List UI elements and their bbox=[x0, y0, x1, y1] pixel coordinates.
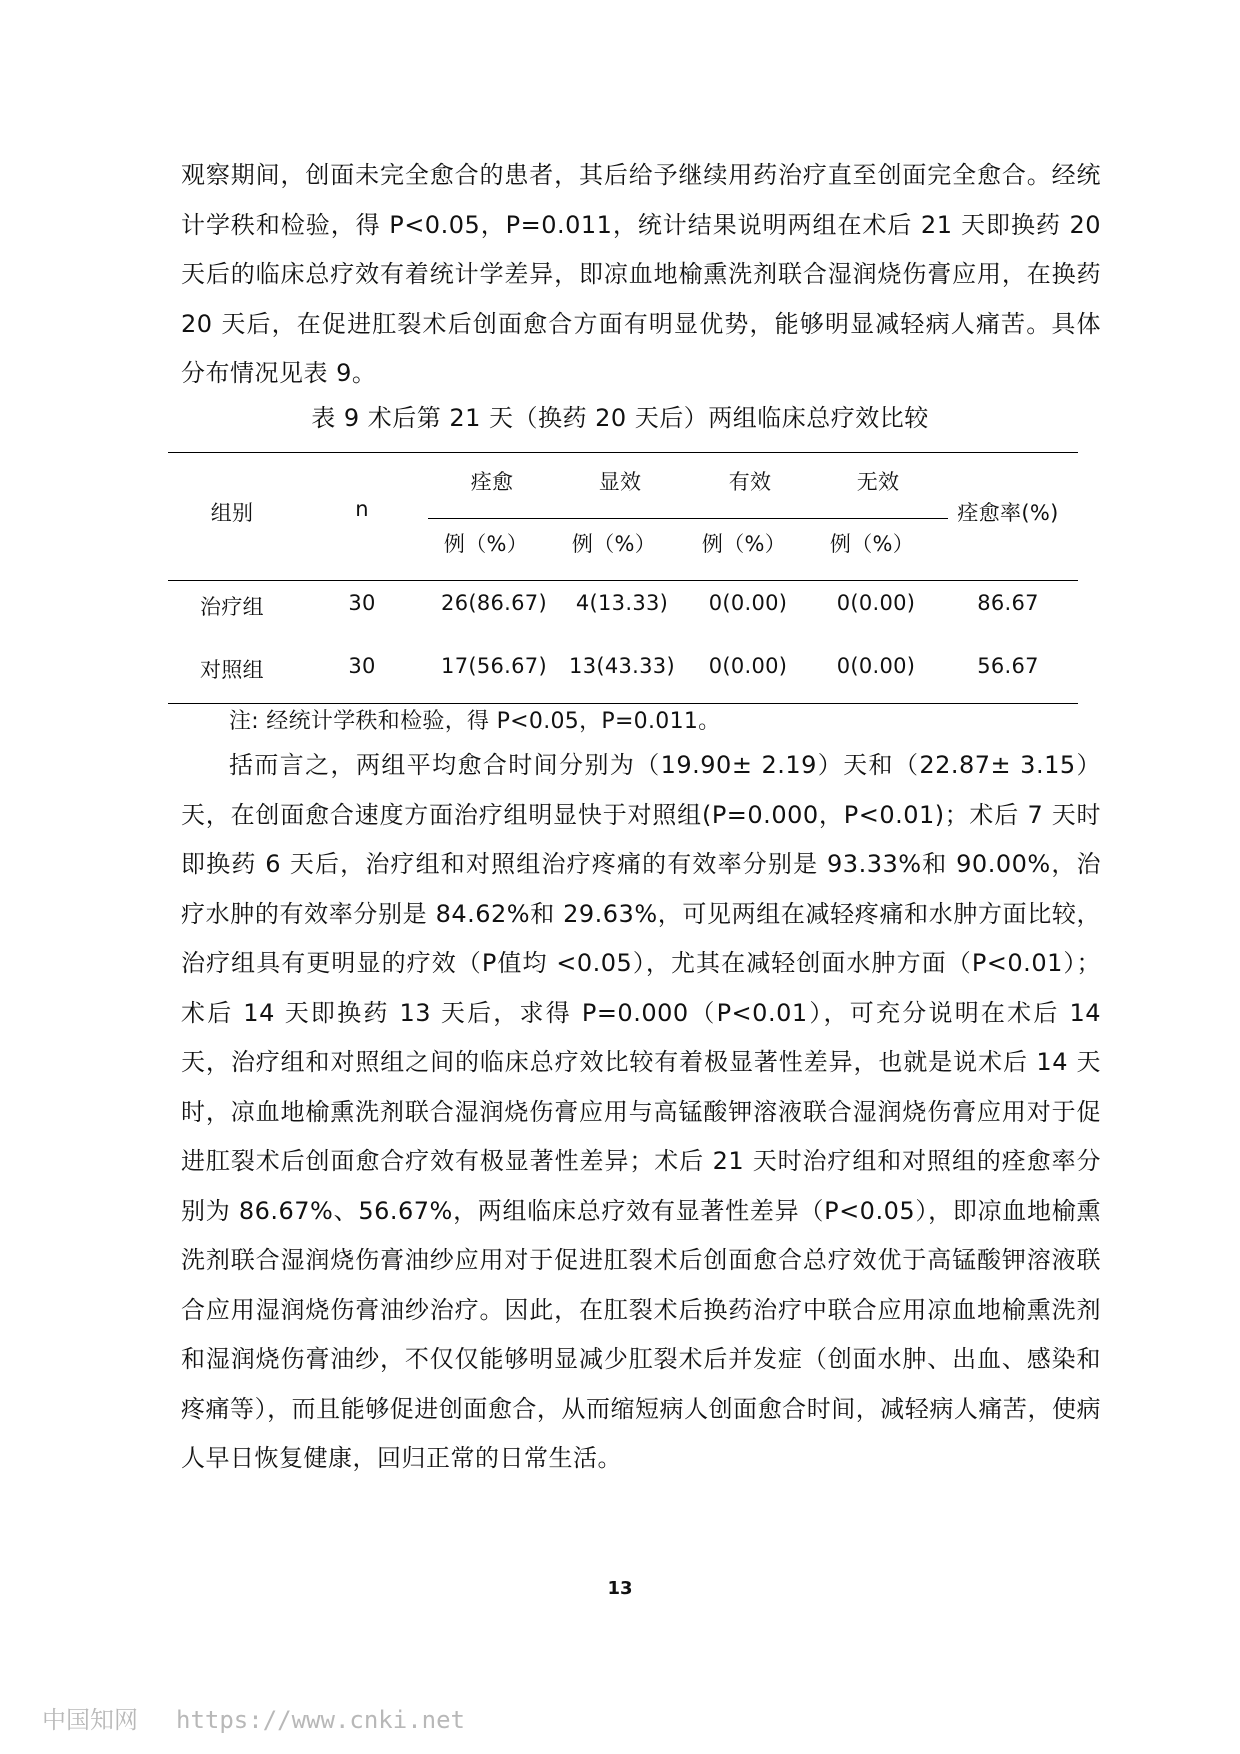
row-rate: 86.67 bbox=[977, 591, 1039, 615]
row-effective: 0(0.00) bbox=[708, 654, 788, 678]
subheader-ineffective: 例（%） bbox=[829, 532, 915, 556]
row-marked: 13(43.33) bbox=[569, 654, 675, 678]
header-n: n bbox=[355, 497, 369, 521]
body-paragraph-2: 括而言之，两组平均愈合时间分别为（19.90± 2.19）天和（22.87± 3.15）天，在创面愈合速度方面治疗组明显快于对照组(P=0.000，P<0.01)；术后 7 天时即换药 6 天后，治疗组和对照组治疗疼痛的有效率分别是 93.33%和 90.00%，治疗水肿的有效率分别是 84.62%和 29.63%，可见两组在减轻疼痛和水肿方面比较，治疗组具有更明显的疗效（P值均 <0.05），尤其在减轻创面水肿方面（P<0.01）；术后 14 天即换药 13 天后，求得 P=0.000（P<0.01），可充分说明在术后 14 天，治疗组和对照组之间的临床总疗效比较有着极显著性差异，也就是说术后 14 天时，凉血地榆熏洗剂联合湿润烧伤膏应用与高锰酸钾溶液联合湿润烧伤膏应用对于促进肛裂术后创面愈合疗效有极显著性差异；术后 21 天时治疗组和对照组的痊愈率分别为 86.67%、56.67%，两组临床总疗效有显著性差异（P<0.05），即凉血地榆熏洗剂联合湿润烧伤膏油纱应用对于促进肛裂术后创面愈合总疗效优于高锰酸钾溶液联合应用湿润烧伤膏油纱治疗。因此，在肛裂术后换药治疗中联合应用凉血地榆熏洗剂和湿润烧伤膏油纱，不仅仅能够明显减少肛裂术后并发症（创面水肿、出血、感染和疼痛等），而且能够促进创面愈合，从而缩短病人创面愈合时间，减轻病人痛苦，使病人早日恢复健康，回归正常的日常生活。 bbox=[181, 751, 1101, 1472]
row-ineffective: 0(0.00) bbox=[836, 591, 916, 615]
header-group: 组别 bbox=[210, 501, 254, 525]
row-marked: 4(13.33) bbox=[575, 591, 669, 615]
footer-watermark bbox=[42, 1700, 465, 1735]
table-caption: 表 9 术后第 21 天（换药 20 天后）两组临床总疗效比较 bbox=[311, 404, 929, 432]
table-header-rule bbox=[168, 580, 1078, 581]
subheader-cured: 例（%） bbox=[443, 532, 529, 556]
row-group: 治疗组 bbox=[200, 595, 264, 619]
header-effective: 有效 bbox=[728, 470, 772, 494]
subheader-marked: 例（%） bbox=[571, 532, 657, 556]
row-ineffective: 0(0.00) bbox=[836, 654, 916, 678]
footer-url[interactable]: https://www.cnki.net bbox=[176, 1706, 465, 1734]
table-note: 注: 经统计学秩和检验，得 P<0.05，P=0.011。 bbox=[229, 709, 721, 734]
cnki-logo-text: 中国知网 bbox=[42, 1706, 138, 1734]
page-number: 13 bbox=[607, 1578, 633, 1599]
header-rate: 痊愈率(%) bbox=[957, 501, 1059, 525]
row-effective: 0(0.00) bbox=[708, 591, 788, 615]
row-group: 对照组 bbox=[200, 658, 264, 682]
header-marked: 显效 bbox=[598, 470, 642, 494]
body-paragraph-1: 观察期间，创面未完全愈合的患者，其后给予继续用药治疗直至创面完全愈合。经统计学秩和检验，得 P<0.05，P=0.011，统计结果说明两组在术后 21 天即换药 20 天后的临床总疗效有着统计学差异，即凉血地榆熏洗剂联合湿润烧伤膏应用，在换药 20 天后，在促进肛裂术后创面愈合方面有明显优势，能够明显减轻病人痛苦。具体分布情况见表 9。 bbox=[181, 161, 1101, 387]
row-rate: 56.67 bbox=[977, 654, 1039, 678]
row-cured: 26(86.67) bbox=[441, 591, 547, 615]
header-cured: 痊愈 bbox=[470, 470, 514, 494]
table-header-subrule bbox=[428, 518, 948, 519]
subheader-effective: 例（%） bbox=[701, 532, 787, 556]
row-n: 30 bbox=[348, 654, 376, 678]
row-cured: 17(56.67) bbox=[441, 654, 547, 678]
table-top-rule bbox=[168, 452, 1078, 453]
row-n: 30 bbox=[348, 591, 376, 615]
header-ineffective: 无效 bbox=[856, 470, 900, 494]
